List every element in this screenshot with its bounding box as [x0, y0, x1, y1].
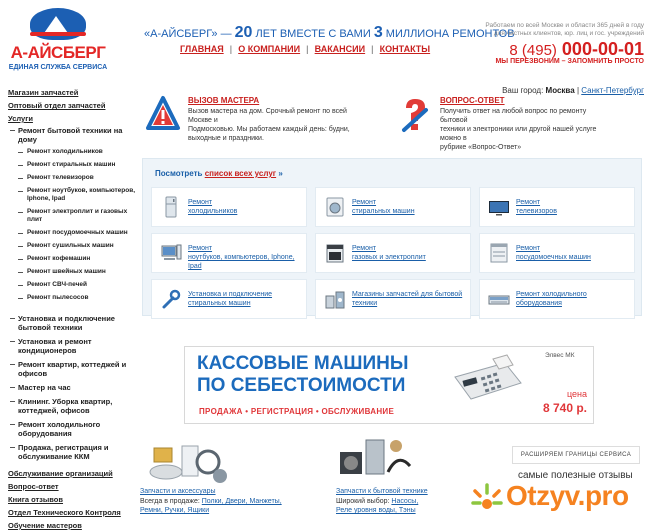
service-fridge-equipment[interactable] [479, 279, 635, 319]
work-hours-note [470, 22, 644, 38]
parts-links-2[interactable]: Реле уровня воды, Тэны [336, 507, 416, 514]
services-grid [151, 187, 635, 319]
slogan-part: МИЛЛИОНА РЕМОНТОВ [385, 28, 515, 40]
desc-line: Вызов мастера на дом. Срочный ремонт по всей Москве и [188, 108, 347, 124]
nav-contacts[interactable]: КОНТАКТЫ [379, 44, 431, 54]
service-label: Ремонт ноутбуков, компьютеров, Iphone, Ipad [188, 245, 295, 270]
cash-register-banner[interactable] [184, 346, 594, 424]
banner-price-label: цена [566, 389, 587, 399]
banner-price: 8 740 р. [542, 401, 587, 415]
services-head-text: Посмотреть [155, 169, 203, 178]
fridge-equipment-icon [488, 288, 510, 310]
service-label: Ремонт телевизоров [516, 199, 557, 215]
service-fridge[interactable] [151, 187, 307, 227]
city-current: Москва [545, 86, 575, 95]
sidebar-sub-item[interactable]: Ремонт электроплит и газовых плит [8, 208, 136, 224]
info-title[interactable]: ВЫЗОВ МАСТЕРА [188, 96, 260, 105]
desc-line: выходные и праздники. [188, 135, 264, 142]
sidebar-sub-item[interactable]: Ремонт сушильных машин [8, 242, 136, 250]
slogan-millions: 3 [373, 24, 383, 41]
tv-icon [488, 196, 510, 218]
sidebar-training[interactable]: Обучение мастеров [8, 521, 82, 530]
city-label: Ваш город: [502, 86, 544, 95]
parts-desc [336, 498, 418, 505]
sidebar-item[interactable]: Ремонт холодильного оборудования [8, 420, 136, 438]
phone-code: 8 (495) [509, 42, 557, 59]
city-separator: | [576, 86, 580, 95]
slogan-years: 20 [234, 24, 253, 41]
parts-icon [324, 288, 346, 310]
logo-subtitle: ЕДИНАЯ СЛУЖБА СЕРВИСА [8, 64, 108, 71]
nav-home[interactable]: ГЛАВНАЯ [180, 44, 224, 54]
company-logo[interactable] [8, 8, 108, 72]
parts-text: Широкий выбор: [336, 498, 390, 505]
city-selector [470, 86, 644, 95]
nav-about[interactable]: О КОМПАНИИ [238, 44, 301, 54]
watermark-caption: самые полезные отзывы [518, 470, 633, 481]
sidebar-sub-item[interactable]: Ремонт СВЧ-печей [8, 281, 136, 289]
service-label: Ремонт стиральных машин [352, 199, 415, 215]
sidebar-wholesale[interactable]: Оптовый отдел запчастей [8, 101, 106, 110]
sidebar-repair[interactable]: Ремонт бытовой техники на дому [8, 126, 136, 144]
sidebar-item[interactable]: Клининг. Уборка квартир, коттеджей, офисов [8, 397, 136, 415]
service-parts-shop[interactable] [315, 279, 471, 319]
banner-model: Элвес МК [545, 352, 575, 359]
sidebar-organizations[interactable]: Обслуживание организаций [8, 469, 113, 478]
sidebar-parts-shop[interactable]: Магазин запчастей [8, 88, 79, 97]
sidebar-sub-item[interactable]: Ремонт посудомоечных машин [8, 229, 136, 237]
phone-note: МЫ ПЕРЕЗВОНИМ – ЗАПОМНИТЬ ПРОСТО [495, 58, 644, 65]
logo-name: А-АЙСБЕРГ [10, 43, 106, 62]
service-label: Магазины запчастей для бытовой техники [352, 291, 463, 307]
sidebar-sub-item[interactable]: Ремонт телевизоров [8, 174, 136, 182]
accessories-links-2[interactable]: Ремни, Ручки, Ящики [140, 507, 210, 514]
service-label: Установка и подключение стиральных машин [188, 291, 273, 307]
service-label: Ремонт холодильного оборудования [516, 291, 587, 307]
accessories-desc [140, 498, 282, 505]
sidebar-sub-item[interactable]: Ремонт холодильников [8, 148, 136, 156]
phone-digits: 000-00-01 [561, 39, 644, 59]
sidebar-item[interactable]: Установка и подключение бытовой техники [8, 314, 136, 332]
sidebar-sub-item[interactable]: Ремонт стиральных машин [8, 161, 136, 169]
sidebar-quality-control[interactable]: Отдел Технического Контроля [8, 508, 121, 517]
sidebar-sub-item[interactable]: Ремонт пылесосов [8, 294, 136, 302]
info-desc [188, 107, 361, 143]
info-title[interactable]: ВОПРОС-ОТВЕТ [440, 96, 505, 105]
sidebar-faq[interactable]: Вопрос-ответ [8, 482, 59, 491]
parts-links[interactable]: Насосы, [391, 498, 419, 505]
nav-separator: | [371, 44, 374, 54]
service-label: Ремонт холодильников [188, 199, 238, 215]
sparkle-icon [470, 482, 504, 514]
header [0, 0, 650, 82]
sidebar-item[interactable]: Продажа, регистрация и обслуживание ККМ [8, 443, 136, 461]
sidebar-sub-item[interactable]: Ремонт ноутбуков, компьютеров, Iphone, Ipad [8, 187, 136, 203]
sidebar-item[interactable]: Установка и ремонт кондиционеров [8, 337, 136, 355]
fridge-icon [160, 196, 182, 218]
slogan [144, 24, 515, 42]
note-line: для частных клиентов, юр. лиц и гос. учреждений [493, 30, 644, 37]
service-dishwasher[interactable] [479, 233, 635, 273]
washing-machine-icon [324, 196, 346, 218]
expand-service-banner[interactable]: РАСШИРЯЕМ ГРАНИЦЫ СЕРВИСА [512, 446, 640, 464]
parts-title[interactable]: Запчасти к бытовой технике [336, 488, 428, 495]
slogan-part: «А-АЙСБЕРГ» — [144, 28, 232, 40]
services-panel [142, 158, 642, 316]
banner-line1: КАССОВЫЕ МАШИНЫ [197, 353, 409, 374]
accessories-links[interactable]: Полки, Двери, Манжеты, [201, 498, 282, 505]
service-tv[interactable] [479, 187, 635, 227]
city-spb-link[interactable]: Санкт-Петербург [581, 86, 644, 95]
desc-line: Получить ответ на любой вопрос по ремонту бытовой [440, 108, 587, 124]
sidebar-sub-item[interactable]: Ремонт швейных машин [8, 268, 136, 276]
computer-icon [160, 242, 182, 264]
service-label: Ремонт посудомоечных машин [516, 245, 591, 261]
services-head [155, 169, 283, 178]
desc-line: рубрике «Вопрос-Ответ» [440, 144, 522, 151]
accessories-image [146, 432, 230, 486]
watermark-brand: Otzyv.pro [506, 480, 629, 511]
sidebar-sub-item[interactable]: Ремонт кофемашин [8, 255, 136, 263]
wrench-icon [160, 288, 182, 310]
iceberg-logo-icon [30, 8, 86, 40]
phone-number[interactable] [470, 39, 644, 60]
warning-icon [146, 96, 180, 132]
parts-image [336, 432, 416, 486]
service-washer[interactable] [315, 187, 471, 227]
watermark-logo [470, 480, 646, 516]
question-icon [398, 96, 432, 132]
accessories-desc2 [140, 507, 209, 514]
sidebar-services[interactable]: Услуги [8, 114, 33, 123]
slogan-part: ЛЕТ ВМЕСТЕ С ВАМИ [255, 28, 371, 40]
sidebar [8, 86, 136, 532]
all-services-link[interactable]: список всех услуг [204, 169, 277, 178]
cash-register-icon [449, 353, 527, 403]
sidebar-item[interactable]: Ремонт квартир, коттеджей и офисов [8, 360, 136, 378]
accessories-title[interactable]: Запчасти и аксессуары [140, 488, 216, 495]
service-installation[interactable] [151, 279, 307, 319]
accessories-text: Всегда в продаже: [140, 498, 200, 505]
dishwasher-icon [488, 242, 510, 264]
stove-icon [324, 242, 346, 264]
nav-vacancies[interactable]: ВАКАНСИИ [314, 44, 366, 54]
sidebar-reviews[interactable]: Книга отзывов [8, 495, 64, 504]
service-computer[interactable] [151, 233, 307, 273]
banner-services: ПРОДАЖА • РЕГИСТРАЦИЯ • ОБСЛУЖИВАНИЕ [199, 407, 395, 416]
sidebar-item[interactable]: Мастер на час [8, 383, 136, 392]
desc-line: техники и электроники или другой нашей услуге можно в [440, 126, 597, 142]
services-arrow: » [278, 169, 283, 178]
info-desc [440, 107, 613, 152]
parts-desc2 [336, 507, 416, 514]
top-navigation [180, 44, 430, 54]
nav-separator: | [229, 44, 233, 54]
banner-line2: ПО СЕБЕСТОИМОСТИ [197, 375, 406, 396]
service-label: Ремонт газовых и электроплит [352, 245, 426, 261]
desc-line: Подмосковью. Мы работаем каждый день: будни, [188, 126, 350, 133]
nav-separator: | [306, 44, 309, 54]
note-line: Работаем по всей Москве и области 365 дней в году [485, 22, 644, 29]
service-stove[interactable] [315, 233, 471, 273]
